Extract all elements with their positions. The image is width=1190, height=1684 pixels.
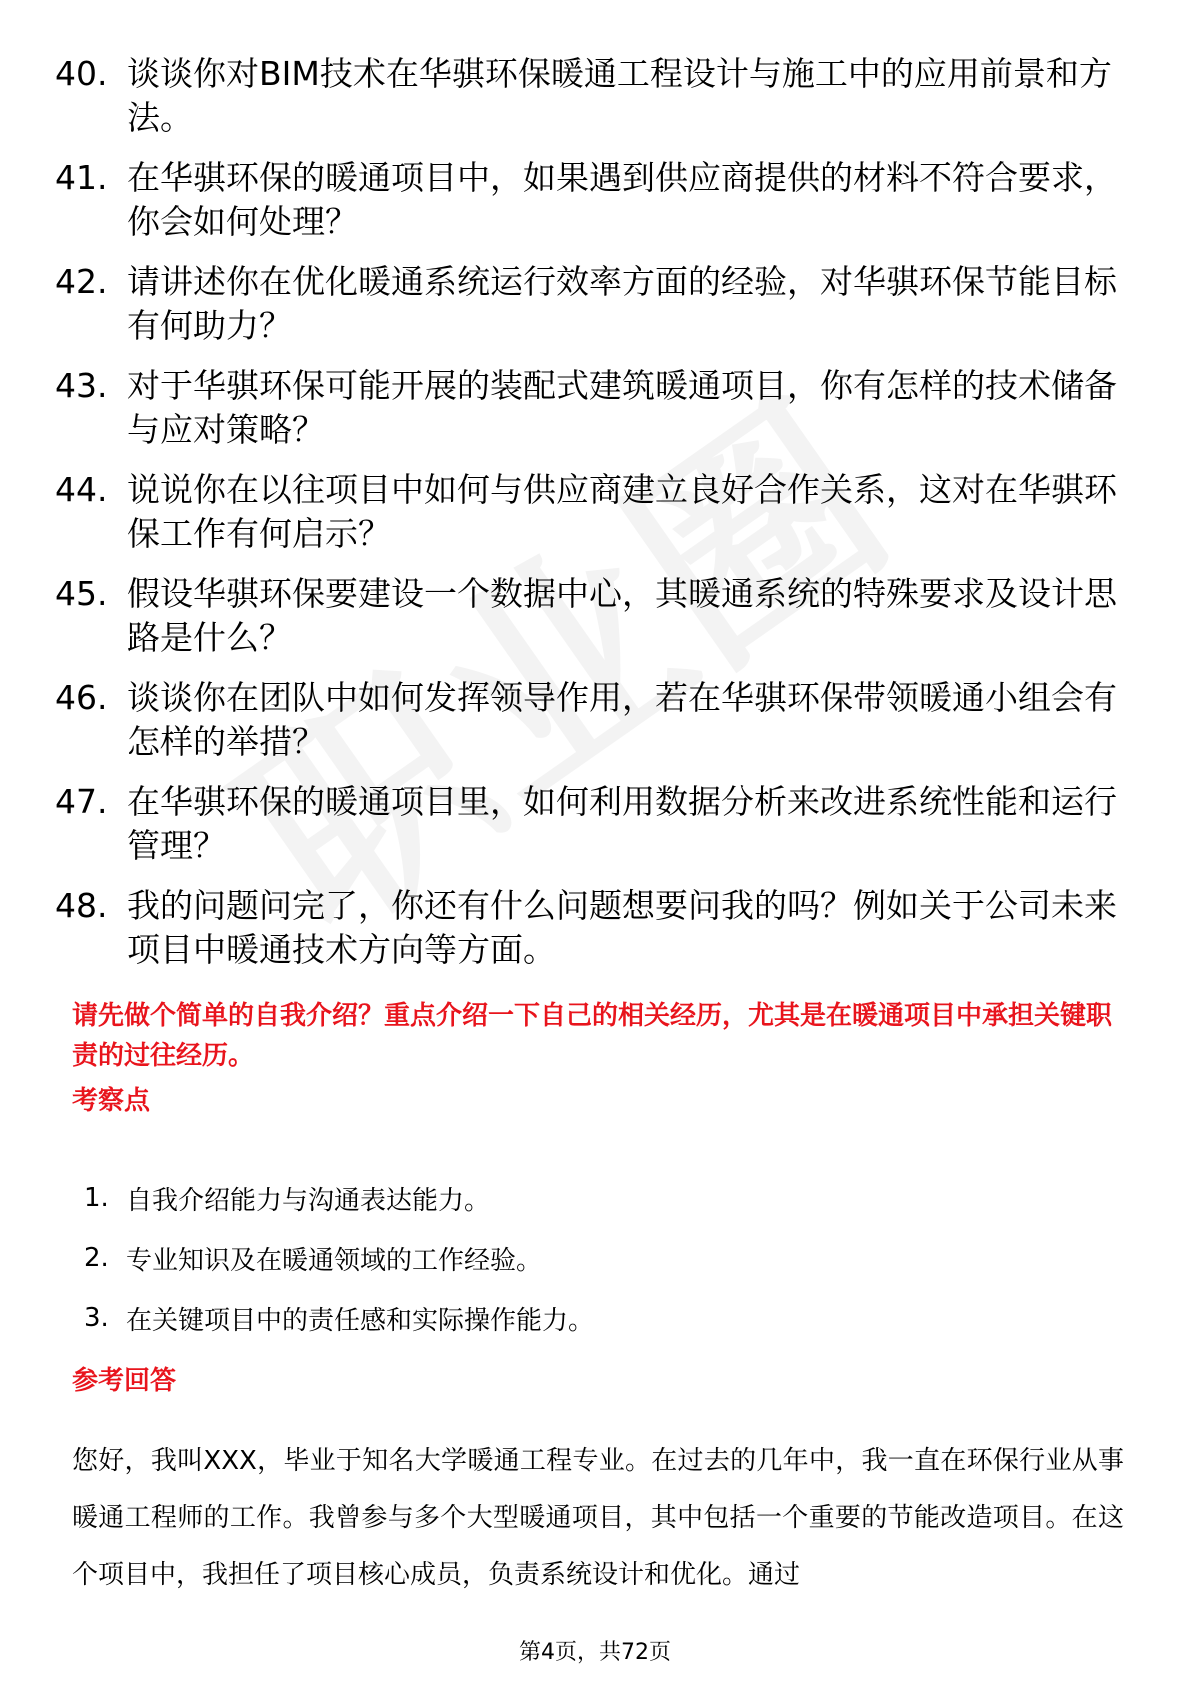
list-item xyxy=(84,1288,1124,1348)
list-item xyxy=(84,1228,1124,1288)
page-number: 第4页，共72页 xyxy=(519,1640,671,1665)
points-heading: 考察点 xyxy=(72,1086,151,1116)
list-item xyxy=(55,676,1135,764)
question-text: 我的问题问完了，你还有什么问题想要问我的吗？例如关于公司未来项目中暖通技术方向等方面。 xyxy=(127,886,1117,969)
list-item xyxy=(55,884,1135,972)
question-text: 说说你在以往项目中如何与供应商建立良好合作关系，这对在华骐环保工作有何启示？ xyxy=(127,470,1117,553)
question-number: 43. xyxy=(55,366,108,405)
question-number: 46. xyxy=(55,678,108,717)
list-item xyxy=(55,364,1135,452)
question-number: 44. xyxy=(55,470,108,509)
question-text: 在华骐环保的暖通项目里，如何利用数据分析来改进系统性能和运行管理？ xyxy=(127,782,1117,865)
point-number: 1. xyxy=(84,1183,109,1213)
question-number: 45. xyxy=(55,574,108,613)
answer-paragraph: 您好，我叫XXX，毕业于知名大学暖通工程专业。在过去的几年中，我一直在环保行业从事暖通工程师的工作。我曾参与多个大型暖通项目，其中包括一个重要的节能改造项目。在这个项目中，我担任了项目核心成员，负责系统设计和优化。通过 xyxy=(72,1446,1124,1590)
question-number: 48. xyxy=(55,886,108,925)
point-text: 自我介绍能力与沟通表达能力。 xyxy=(126,1185,491,1216)
point-number: 2. xyxy=(84,1243,109,1273)
question-text: 对于华骐环保可能开展的装配式建筑暖通项目，你有怎样的技术储备与应对策略？ xyxy=(127,366,1117,449)
list-item xyxy=(55,468,1135,556)
question-text: 请讲述你在优化暖通系统运行效率方面的经验，对华骐环保节能目标有何助力？ xyxy=(127,262,1117,345)
highlighted-question: 请先做个简单的自我介绍？重点介绍一下自己的相关经历，尤其是在暖通项目中承担关键职责的过往经历。 xyxy=(72,1001,1113,1071)
question-number: 47. xyxy=(55,782,108,821)
list-item xyxy=(55,52,1135,140)
question-text: 假设华骐环保要建设一个数据中心，其暖通系统的特殊要求及设计思路是什么？ xyxy=(127,574,1117,657)
answer-heading: 参考回答 xyxy=(72,1366,177,1396)
points-list xyxy=(84,1168,1124,1348)
point-text: 在关键项目中的责任感和实际操作能力。 xyxy=(126,1305,595,1336)
list-item xyxy=(55,260,1135,348)
list-item xyxy=(55,780,1135,868)
question-number: 42. xyxy=(55,262,108,301)
list-item xyxy=(84,1168,1124,1228)
question-number: 40. xyxy=(55,54,108,93)
question-text: 在华骐环保的暖通项目中，如果遇到供应商提供的材料不符合要求，你会如何处理？ xyxy=(127,158,1117,241)
question-text: 谈谈你在团队中如何发挥领导作用，若在华骐环保带领暖通小组会有怎样的举措？ xyxy=(127,678,1117,761)
question-list xyxy=(55,52,1135,988)
question-text: 谈谈你对BIM技术在华骐环保暖通工程设计与施工中的应用前景和方法。 xyxy=(127,54,1112,137)
list-item xyxy=(55,572,1135,660)
point-number: 3. xyxy=(84,1303,109,1333)
point-text: 专业知识及在暖通领域的工作经验。 xyxy=(126,1245,543,1276)
question-number: 41. xyxy=(55,158,108,197)
list-item xyxy=(55,156,1135,244)
